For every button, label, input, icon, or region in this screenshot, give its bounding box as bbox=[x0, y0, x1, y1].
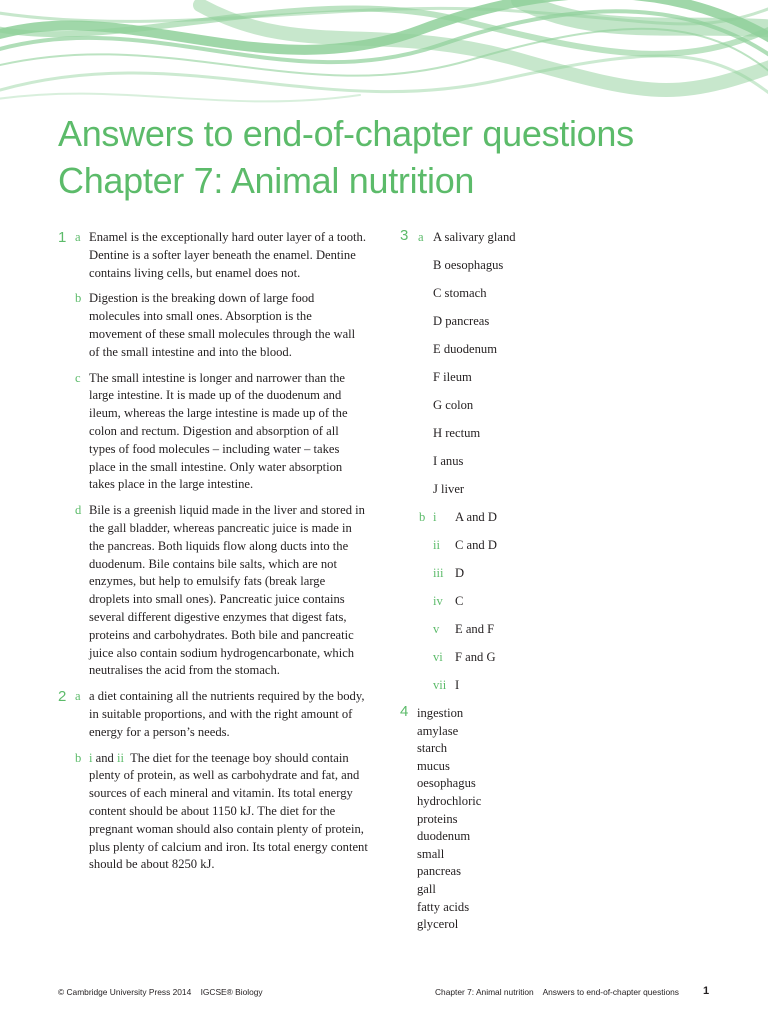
q1-b-text: Digestion is the breaking down of large food molecules into small ones. Absorption is the movement of these small molecules through the wall of the small intestine and into the blood. bbox=[89, 291, 356, 359]
q3-a-item bbox=[400, 397, 730, 425]
q3-a-item-text: I anus bbox=[433, 454, 464, 468]
q3-b-item-text: I bbox=[455, 678, 460, 692]
q2-b-and: and bbox=[95, 750, 114, 765]
q3-a-item bbox=[400, 425, 730, 453]
q3-a-item bbox=[400, 257, 730, 285]
q4-word: hydrochloric bbox=[417, 793, 482, 808]
q2-b-text bbox=[89, 750, 368, 875]
q4-word: amylase bbox=[417, 723, 459, 738]
footer-course: IGCSE® Biology bbox=[200, 987, 263, 997]
q1-a-text: Enamel is the exceptionally hard outer layer of a tooth. Dentine is a softer layer beneath the enamel. Dentine contains living cells, but enamel does not. bbox=[89, 230, 366, 280]
q1-a-letter: a bbox=[75, 230, 81, 244]
q3-b-item bbox=[400, 509, 730, 537]
footer-left bbox=[58, 987, 263, 997]
page-number: 1 bbox=[703, 985, 710, 997]
q3-b-roman: ii bbox=[433, 538, 440, 552]
page-title bbox=[58, 110, 634, 204]
q4-word: starch bbox=[417, 741, 448, 756]
q3-a-item bbox=[400, 453, 730, 481]
q4-word: pancreas bbox=[417, 864, 462, 879]
q2-a-letter: a bbox=[75, 689, 81, 704]
q3-a-item-text: J liver bbox=[433, 482, 465, 496]
footer-chapter: Chapter 7: Animal nutrition bbox=[435, 987, 534, 997]
q3-a-item bbox=[400, 285, 730, 313]
q2-b-letter: b bbox=[75, 750, 82, 765]
q3-b-item bbox=[400, 565, 730, 593]
right-column bbox=[400, 229, 730, 934]
q3-a-item-text: C stomach bbox=[433, 286, 487, 300]
q2-part-b bbox=[58, 750, 368, 875]
q4-word: ingestion bbox=[417, 706, 464, 720]
q3-b-roman: i bbox=[433, 510, 437, 524]
q3-number: 3 bbox=[400, 227, 409, 244]
q4-word: oesophagus bbox=[417, 776, 476, 791]
q4-number: 4 bbox=[400, 703, 409, 720]
q1-part-a bbox=[58, 229, 368, 282]
q2-b-body: The diet for the teenage boy should contain plenty of protein, as well as carbohydrate and fat, and sources of each mineral and vitamin. Its total energy content should be about 1150 kJ. The diet for the pregnant woman should also contain plenty of protein, plus plenty of calcium and iron. Its total energy content should be about 8250 kJ. bbox=[89, 750, 368, 872]
q3-a-letter: a bbox=[418, 230, 424, 244]
q2-number: 2 bbox=[58, 688, 67, 706]
q4-word: proteins bbox=[417, 811, 458, 826]
q3-b-item bbox=[400, 537, 730, 565]
q1-number: 1 bbox=[58, 229, 67, 246]
q3-b-item-text: F and G bbox=[455, 650, 496, 664]
title-line-1: Answers to end-of-chapter questions bbox=[58, 113, 634, 154]
q1-c-text: The small intestine is longer and narrower than the large intestine. It is made up of the duodenum and ileum, whereas the large intestine is made up of the colon and rectum. Digestion and absorption of all types of food molecules – including water – takes place in the small intestine. Only water absorption takes place in the large intestine. bbox=[89, 370, 348, 492]
q4-word: fatty acids bbox=[417, 899, 470, 914]
q3-part-b bbox=[400, 509, 730, 705]
q3-a-item-text: A salivary gland bbox=[433, 230, 516, 244]
q1-b-letter: b bbox=[75, 291, 82, 306]
q3-a-item-text: D pancreas bbox=[433, 314, 490, 328]
q2-part-a bbox=[58, 688, 368, 741]
left-column bbox=[58, 229, 368, 882]
q3-b-item-text: A and D bbox=[455, 510, 497, 524]
q3-part-a bbox=[400, 229, 730, 509]
q4-word: duodenum bbox=[417, 829, 471, 844]
q3-b-item-text: D bbox=[455, 566, 465, 580]
q4-word: glycerol bbox=[417, 917, 459, 932]
q3-b-item-text: E and F bbox=[455, 622, 495, 636]
q1-part-c bbox=[58, 370, 368, 495]
q1-c-letter: c bbox=[75, 370, 81, 385]
q3-b-item bbox=[400, 593, 730, 621]
q1-d-text: Bile is a greenish liquid made in the liver and stored in the gall bladder, whereas pancreatic juice is made in the pancreas. Both liquids flow along ducts into the duodenum. Bile contains bile salts, which are not enzymes, but help to emulsify fats (break large droplets into small ones). Pancreatic juice contains several different digestive enzymes that digest fats, proteins and carbohydrates. Both bile and pancreatic juice also contain sodium hydrogencarbonate, which neutralises the acid from the stomach. bbox=[89, 503, 365, 678]
q3-b-roman: v bbox=[433, 622, 440, 636]
q3-a-item bbox=[400, 481, 730, 509]
q3-a-item-text: H rectum bbox=[433, 426, 481, 440]
q3-b-letter: b bbox=[419, 510, 426, 524]
q3-b-roman: iii bbox=[433, 566, 444, 580]
q4-answer-list bbox=[400, 705, 730, 934]
footer-copyright: © Cambridge University Press 2014 bbox=[58, 987, 192, 997]
q3-a-item-text: B oesophagus bbox=[433, 258, 504, 272]
q3-b-item bbox=[400, 621, 730, 649]
q3-b-roman: vi bbox=[433, 650, 443, 664]
q3-b-roman: iv bbox=[433, 594, 443, 608]
footer-section: Answers to end-of-chapter questions bbox=[542, 987, 679, 997]
q3-b-item bbox=[400, 649, 730, 677]
q3-a-item bbox=[400, 341, 730, 369]
q2-b-roman-i: i bbox=[89, 750, 93, 765]
q3-a-item bbox=[400, 369, 730, 397]
q3-a-item-text: E duodenum bbox=[433, 342, 498, 356]
q1-part-b bbox=[58, 290, 368, 361]
q4-word-list bbox=[417, 705, 730, 934]
footer-right bbox=[435, 987, 679, 997]
q4-word: small bbox=[417, 846, 445, 861]
q3-a-item bbox=[400, 229, 730, 257]
q3-a-item-text: F ileum bbox=[433, 370, 472, 384]
q4-word: mucus bbox=[417, 758, 450, 773]
q3-b-item-text: C bbox=[455, 594, 464, 608]
q1-d-letter: d bbox=[75, 503, 82, 518]
q3-b-item bbox=[400, 677, 730, 705]
q2-b-roman-ii: ii bbox=[117, 750, 124, 765]
q1-part-d bbox=[58, 502, 368, 680]
q3-b-roman: vii bbox=[433, 678, 447, 692]
q2-a-text: a diet containing all the nutrients required by the body, in suitable proportions, and with the right amount of energy for a person’s needs. bbox=[89, 689, 365, 739]
title-line-2: Chapter 7: Animal nutrition bbox=[58, 160, 475, 201]
q3-a-item-text: G colon bbox=[433, 398, 474, 412]
q4-word: gall bbox=[417, 881, 436, 896]
q3-b-item-text: C and D bbox=[455, 538, 497, 552]
q3-a-item bbox=[400, 313, 730, 341]
